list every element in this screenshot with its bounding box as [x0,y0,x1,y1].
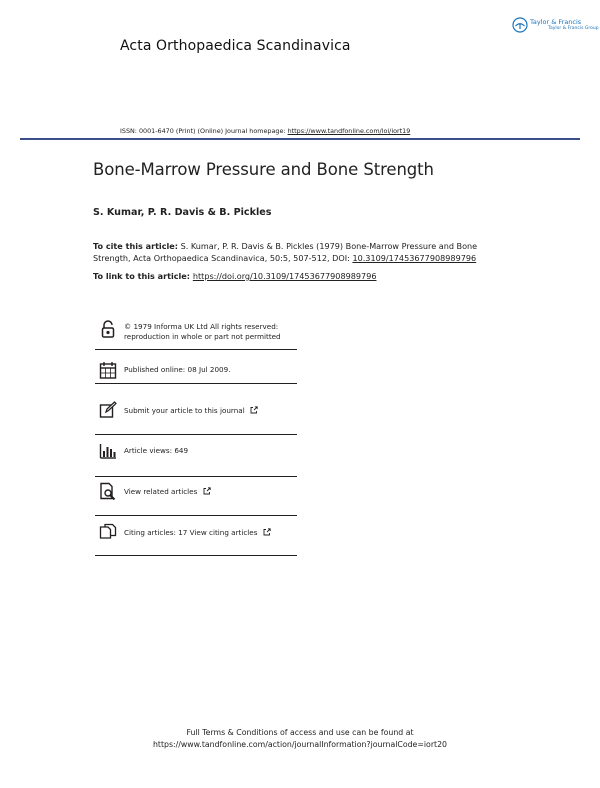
calendar-icon [99,361,117,379]
issn-text: ISSN: 0001-6470 (Print) (Online) Journal homepage: [120,127,288,135]
row-divider [95,349,297,350]
journal-title: Acta Orthopaedica Scandinavica [120,38,351,54]
related-articles-link[interactable]: View related articles [124,487,198,496]
citation-text: S. Kumar, P. R. Davis & B. Pickles (1979) Bone-Marrow Pressure and Bone Strength, Acta Orthopaedica Scandinavica, 50:5, 507-512, DOI: [93,241,478,263]
article-link-block [93,271,377,281]
open-lock-icon [99,320,117,338]
copyright-text: © 1979 Informa UK Ltd All rights reserved: reproduction in whole or part not permitted [124,322,281,341]
journal-homepage-link[interactable]: https://www.tandfonline.com/loi/iort19 [287,127,411,135]
row-divider [95,434,297,435]
doi-link[interactable]: 10.3109/17453677908989796 [352,253,477,263]
row-divider [95,515,297,516]
edit-icon [99,401,117,419]
publisher-group: Taylor & Francis Group [548,26,599,31]
publisher-logo-icon [512,17,528,33]
link-label: To link to this article: [93,271,193,281]
row-divider [95,383,297,384]
issn-line [120,127,410,135]
row-divider [95,555,297,556]
article-title: Bone-Marrow Pressure and Bone Strength [93,160,434,179]
header-divider [20,138,580,140]
bar-chart-icon [99,442,117,460]
publisher-name: Taylor & Francis [530,18,582,26]
article-authors: S. Kumar, P. R. Davis & B. Pickles [93,207,272,218]
external-link-icon [203,487,211,495]
related-articles-icon [99,482,117,500]
external-link-icon [250,406,258,414]
row-divider [95,476,297,477]
footer [0,727,600,751]
citation-label: To cite this article: [93,241,179,251]
external-link-icon [263,528,271,536]
footer-terms-text: Full Terms & Conditions of access and use can be found at [186,728,414,737]
footer-terms-link[interactable]: https://www.tandfonline.com/action/journalInformation?journalCode=iort20 [152,740,448,749]
citation-block [93,240,513,264]
citing-articles-icon [99,523,117,541]
publisher-logo[interactable] [510,16,599,38]
submit-article-link[interactable]: Submit your article to this journal [124,406,245,415]
article-url-link[interactable]: https://doi.org/10.3109/17453677908989796 [192,271,377,281]
published-date: Published online: 08 Jul 2009. [124,365,231,374]
citing-articles-link[interactable]: Citing articles: 17 View citing articles [124,528,258,537]
article-views: Article views: 649 [124,446,189,455]
